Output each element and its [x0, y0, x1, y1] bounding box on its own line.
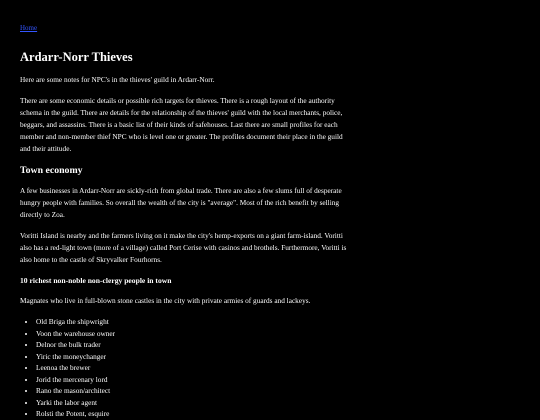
list-item: • Jorid the mercenary lord	[36, 374, 350, 386]
economy-paragraph-1: A few businesses in Ardarr-Norr are sickly-rich from global trade. There are also a few slums full of desperate hungry people with families. So overall the wealth of the city is "average". Most of the rich benefit by selling directly to Zoa.	[20, 186, 342, 219]
page-title: Ardarr-Norr Thieves	[20, 50, 133, 64]
list-item: • Rolsti the Potent, esquire	[36, 408, 350, 420]
list-item: • Leenoa the brewer	[36, 362, 350, 374]
richest-list	[20, 316, 350, 420]
home-link[interactable]: Home	[20, 24, 38, 32]
richest-heading: 10 richest non-noble non-clergy people in town	[20, 276, 172, 285]
town-economy-heading: Town economy	[20, 165, 83, 176]
list-item: • Old Briga the shipwright	[36, 316, 350, 328]
overview-paragraph: There are some economic details or possible rich targets for thieves. There is a rough layout of the authority schema in the guild. There are details for the relationship of the thieves' guild with the local merchants, police, beggars, and assassins. There is a basic list of their kinds of safehouses. Last there are small profiles for each member and non-member thief NPC who is level one or greater. The profiles document their place in the guild and their attitude.	[20, 96, 343, 153]
list-item: • Voon the warehouse owner	[36, 328, 350, 340]
richest-description: Magnates who live in full-blown stone castles in the city with private armies of guards and lackeys.	[20, 296, 311, 305]
list-item: • Delnor the bulk trader	[36, 339, 350, 351]
list-item: • Rano the mason/architect	[36, 385, 350, 397]
economy-paragraph-2: Voritti Island is nearby and the farmers living on it make the city's hemp-exports on a giant farm-island. Voritti also has a red-light town (more of a village) called Port Cerise with casinos and brothels. Furthermore, Voritti is also home to the castle of Skryvalker Fourhorns.	[20, 231, 347, 264]
list-item: • Yiric the moneychanger	[36, 351, 350, 363]
intro-paragraph: Here are some notes for NPC's in the thieves' guild in Ardarr-Norr.	[20, 75, 215, 84]
list-item: • Yarki the labor agent	[36, 397, 350, 409]
